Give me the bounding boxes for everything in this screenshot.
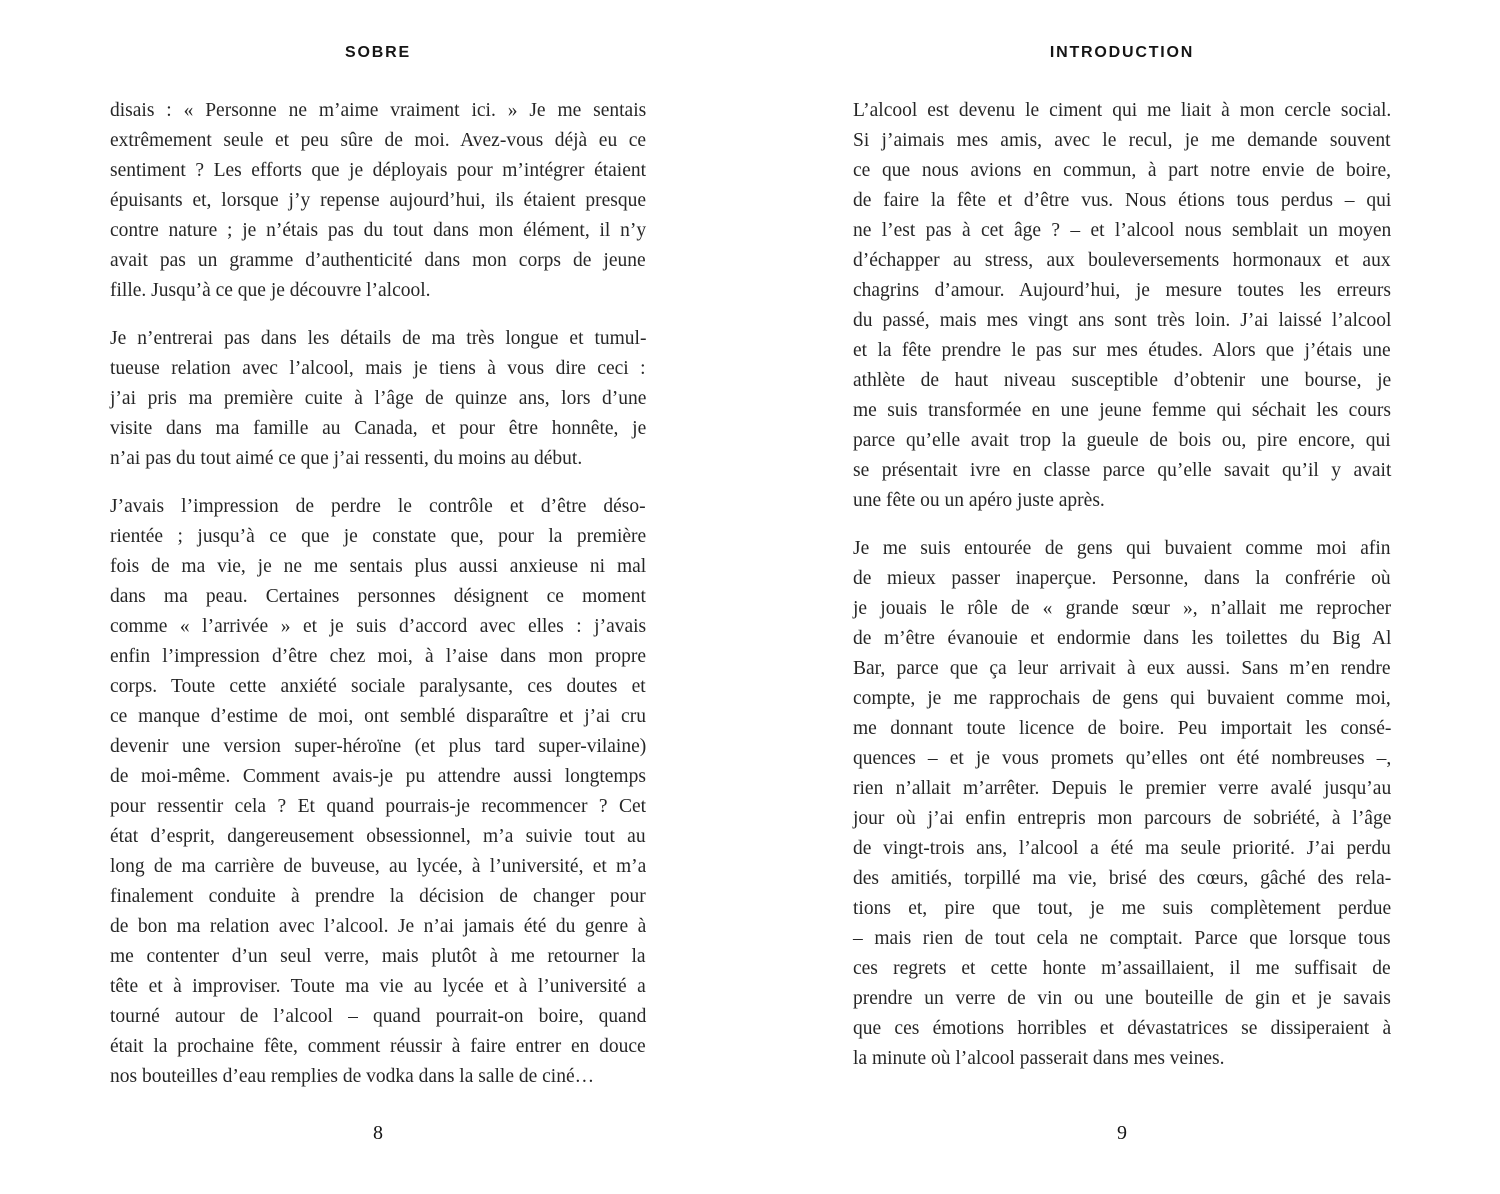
text-line: Bar, parce que ça leur arrivait à eux aussi. Sans m’en rendre <box>853 658 1391 679</box>
text-line: me donnant toute licence de boire. Peu importait les consé- <box>853 718 1392 739</box>
text-line: était la prochaine fête, comment réussir à faire entrer en douce <box>110 1036 646 1057</box>
text-line: me suis transformée en une jeune femme qui séchait les cours <box>853 400 1391 421</box>
text-line: enfin l’impression d’être chez moi, à l’aise dans mon propre <box>110 646 646 667</box>
running-head-right: INTRODUCTION <box>1049 44 1195 61</box>
text-line: Si j’aimais mes amis, avec le recul, je me demande souvent <box>853 130 1391 151</box>
text-line: parce qu’elle avait trop la gueule de bois ou, pire encore, qui <box>853 430 1391 451</box>
text-line: – mais rien de tout cela ne comptait. Parce que lorsque tous <box>853 928 1391 949</box>
text-line: disais : « Personne ne m’aime vraiment ici. » Je me sentais <box>110 100 647 121</box>
text-line: de vingt-trois ans, l’alcool a été ma seule priorité. J’ai perdu <box>853 838 1391 859</box>
text-line: avait pas un gramme d’authenticité dans mon corps de jeune <box>110 250 646 271</box>
paragraph <box>110 324 646 474</box>
text-line: tourné autour de l’alcool – quand pourrait-on boire, quand <box>110 1006 647 1027</box>
text-line: Je n’entrerai pas dans les détails de ma très longue et tumul- <box>110 328 647 349</box>
text-line: une fête ou un apéro juste après. <box>853 490 1105 511</box>
running-head-left: SOBRE <box>345 44 411 61</box>
paragraph <box>853 96 1391 516</box>
text-line: nos bouteilles d’eau remplies de vodka dans la salle de ciné… <box>110 1066 595 1087</box>
text-line: finalement conduite à prendre la décision de changer pour <box>110 886 646 907</box>
text-line: de moi-même. Comment avais-je pu attendre aussi longtemps <box>110 766 646 787</box>
page-number-right: 9 <box>1117 1122 1127 1144</box>
text-line: je jouais le rôle de « grande sœur », n’allait me reprocher <box>853 598 1392 619</box>
text-line: état d’esprit, dangereusement obsessionnel, m’a suivie tout au <box>110 826 646 847</box>
text-line: me contenter d’un seul verre, mais plutôt à me retourner la <box>110 946 646 967</box>
text-line: dans ma peau. Certaines personnes désignent ce moment <box>110 586 646 607</box>
text-line: ce que nous avions en commun, à part notre envie de boire, <box>853 160 1391 181</box>
text-line: rien n’allait m’arrêter. Depuis le premier verre avalé jusqu’au <box>853 778 1392 799</box>
text-line: L’alcool est devenu le ciment qui me liait à mon cercle social. <box>853 100 1392 121</box>
text-line: se présentait ivre en classe parce qu’elle savait qu’il y avait <box>853 460 1392 481</box>
text-line: tions et, pire que tout, je me suis complètement perdue <box>853 898 1392 919</box>
text-line: fille. Jusqu’à ce que je découvre l’alcool. <box>110 280 431 301</box>
text-line: quences – et je vous promets qu’elles ont été nombreuses –, <box>853 748 1392 769</box>
text-line: de faire la fête et d’être vus. Nous étions tous perdus – qui <box>853 190 1392 211</box>
page-right <box>853 0 1391 1194</box>
text-line: des amitiés, torpillé ma vie, brisé des cœurs, gâché des rela- <box>853 868 1392 889</box>
text-line: ces regrets et cette honte m’assaillaient, il me suffisait de <box>853 958 1391 979</box>
text-line: comme « l’arrivée » et je suis d’accord avec elles : j’avais <box>110 616 647 637</box>
text-line: tueuse relation avec l’alcool, mais je tiens à vous dire ceci : <box>110 358 646 379</box>
text-line: de bon ma relation avec l’alcool. Je n’ai jamais été du genre à <box>110 916 647 937</box>
text-line: chagrins d’amour. Aujourd’hui, je mesure toutes les erreurs <box>853 280 1391 301</box>
text-line: j’ai pris ma première cuite à l’âge de quinze ans, lors d’une <box>110 388 647 409</box>
text-line: extrêmement seule et peu sûre de moi. Avez-vous déjà eu ce <box>110 130 647 151</box>
text-line: et la fête prendre le pas sur mes études. Alors que j’étais une <box>853 340 1391 361</box>
text-line: la minute où l’alcool passerait dans mes veines. <box>853 1048 1225 1069</box>
text-line: épuisants et, lorsque j’y repense aujourd’hui, ils étaient presque <box>110 190 647 211</box>
text-line: ce manque d’estime de moi, ont semblé disparaître et j’ai cru <box>110 706 646 727</box>
paragraph <box>853 534 1391 1074</box>
text-line: ne l’est pas à cet âge ? – et l’alcool nous semblait un moyen <box>853 220 1392 241</box>
text-line: sentiment ? Les efforts que je déployais pour m’intégrer étaient <box>110 160 647 181</box>
text-line: devenir une version super-héroïne (et plus tard super-vilaine) <box>110 736 647 757</box>
text-line: de m’être évanouie et endormie dans les toilettes du Big Al <box>853 628 1392 649</box>
text-line: corps. Toute cette anxiété sociale paralysante, ces doutes et <box>110 676 646 697</box>
text-line: rientée ; jusqu’à ce que je constate que, pour la première <box>110 526 647 547</box>
text-line: n’ai pas du tout aimé ce que j’ai ressenti, du moins au début. <box>110 448 583 469</box>
page-left <box>110 0 646 1194</box>
text-line: jour où j’ai enfin entrepris mon parcours de sobriété, à l’âge <box>853 808 1392 829</box>
text-line: Je me suis entourée de gens qui buvaient comme moi afin <box>853 538 1391 559</box>
text-block-left <box>110 96 646 1092</box>
text-line: tête et à improviser. Toute ma vie au lycée et à l’université a <box>110 976 646 997</box>
text-line: que ces émotions horribles et dévastatrices se dissiperaient à <box>853 1018 1392 1039</box>
text-line: J’avais l’impression de perdre le contrôle et d’être déso- <box>110 496 646 517</box>
text-line: d’échapper au stress, aux bouleversements hormonaux et aux <box>853 250 1391 271</box>
paragraph <box>110 96 646 306</box>
text-line: du passé, mais mes vingt ans sont très loin. J’ai laissé l’alcool <box>853 310 1392 331</box>
text-block-right <box>853 96 1391 1074</box>
text-line: contre nature ; je n’étais pas du tout dans mon élément, il n’y <box>110 220 647 241</box>
text-line: fois de ma vie, je ne me sentais plus aussi anxieuse ni mal <box>110 556 647 577</box>
text-line: visite dans ma famille au Canada, et pour être honnête, je <box>110 418 647 439</box>
text-line: long de ma carrière de buveuse, au lycée, à l’université, et m’a <box>110 856 647 877</box>
page-number-left: 8 <box>373 1122 383 1144</box>
text-line: prendre un verre de vin ou une bouteille de gin et je savais <box>853 988 1391 1009</box>
paragraph <box>110 492 646 1092</box>
text-line: compte, je me rapprochais de gens qui buvaient comme moi, <box>853 688 1391 709</box>
text-line: pour ressentir cela ? Et quand pourrais-je recommencer ? Cet <box>110 796 647 817</box>
text-line: athlète de haut niveau susceptible d’obtenir une bourse, je <box>853 370 1392 391</box>
text-line: de mieux passer inaperçue. Personne, dans la confrérie où <box>853 568 1391 589</box>
